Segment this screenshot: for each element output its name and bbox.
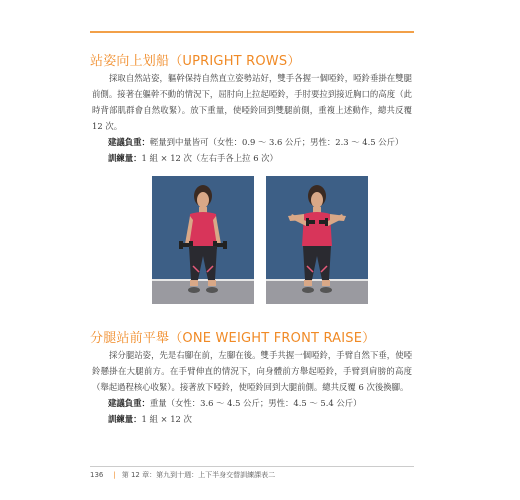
load-value: 輕量到中量皆可（女性：0.9 ～ 3.6 公斤；男性：2.3 ～ 4.5 公斤） <box>149 137 404 147</box>
front-raise-instructions: 採分腿站姿，先是右腳在前，左腳在後。雙手共握一個啞鈴，手臂自然下垂，使啞鈴懸掛在大腿前方。在手臂伸直的情況下，向身體前方舉起啞鈴，手臂到肩膀的高度（舉起過程核心收緊）。接著放下啞鈴，使啞鈴回到大腿前側。總共反覆 6 次後換腳。 <box>92 350 412 392</box>
footer-rule <box>90 466 414 467</box>
exercise-photo-start <box>152 176 254 304</box>
front-raise-volume <box>108 411 192 427</box>
upright-rows-volume <box>108 150 278 166</box>
page-number: 136 <box>90 471 104 479</box>
section-heading-front-raise: 分腿站前平舉（ONE WEIGHT FRONT RAISE） <box>90 331 376 346</box>
volume-value: 1 組 × 12 次 <box>141 414 192 424</box>
upright-rows-instructions: 採取自然站姿，軀幹保持自然直立姿勢站好，雙手各握一個啞鈴，啞鈴垂掛在雙腿前側。接著在軀幹不動的情況下，屈肘向上拉起啞鈴，手肘要拉到接近胸口的高度（此時背部肌群會自然收緊）。放下重量，使啞鈴回到雙腿前側，重複上述動作，總共反覆 12 次。 <box>92 73 412 131</box>
exercise-photo-row <box>266 176 368 304</box>
load-value: 重量（女性：3.6 ～ 4.5 公斤；男性：4.5 ～ 5.4 公斤） <box>149 398 362 408</box>
footer-separator: | <box>113 471 116 479</box>
top-accent-rule <box>90 31 414 33</box>
upright-rows-load <box>108 134 403 150</box>
page-footer <box>90 470 275 480</box>
chapter-title: 第 12 章：第九到十週：上下半身交替訓練課表二 <box>121 471 276 479</box>
volume-label: 訓練量： <box>108 414 142 424</box>
load-label: 建議負重： <box>108 398 150 408</box>
load-label: 建議負重： <box>108 137 150 147</box>
front-raise-load <box>108 395 362 411</box>
volume-value: 1 組 × 12 次（左右手各上拉 6 次） <box>141 153 278 163</box>
section-heading-upright-rows: 站姿向上划船（UPRIGHT ROWS） <box>90 54 301 69</box>
volume-label: 訓練量： <box>108 153 142 163</box>
